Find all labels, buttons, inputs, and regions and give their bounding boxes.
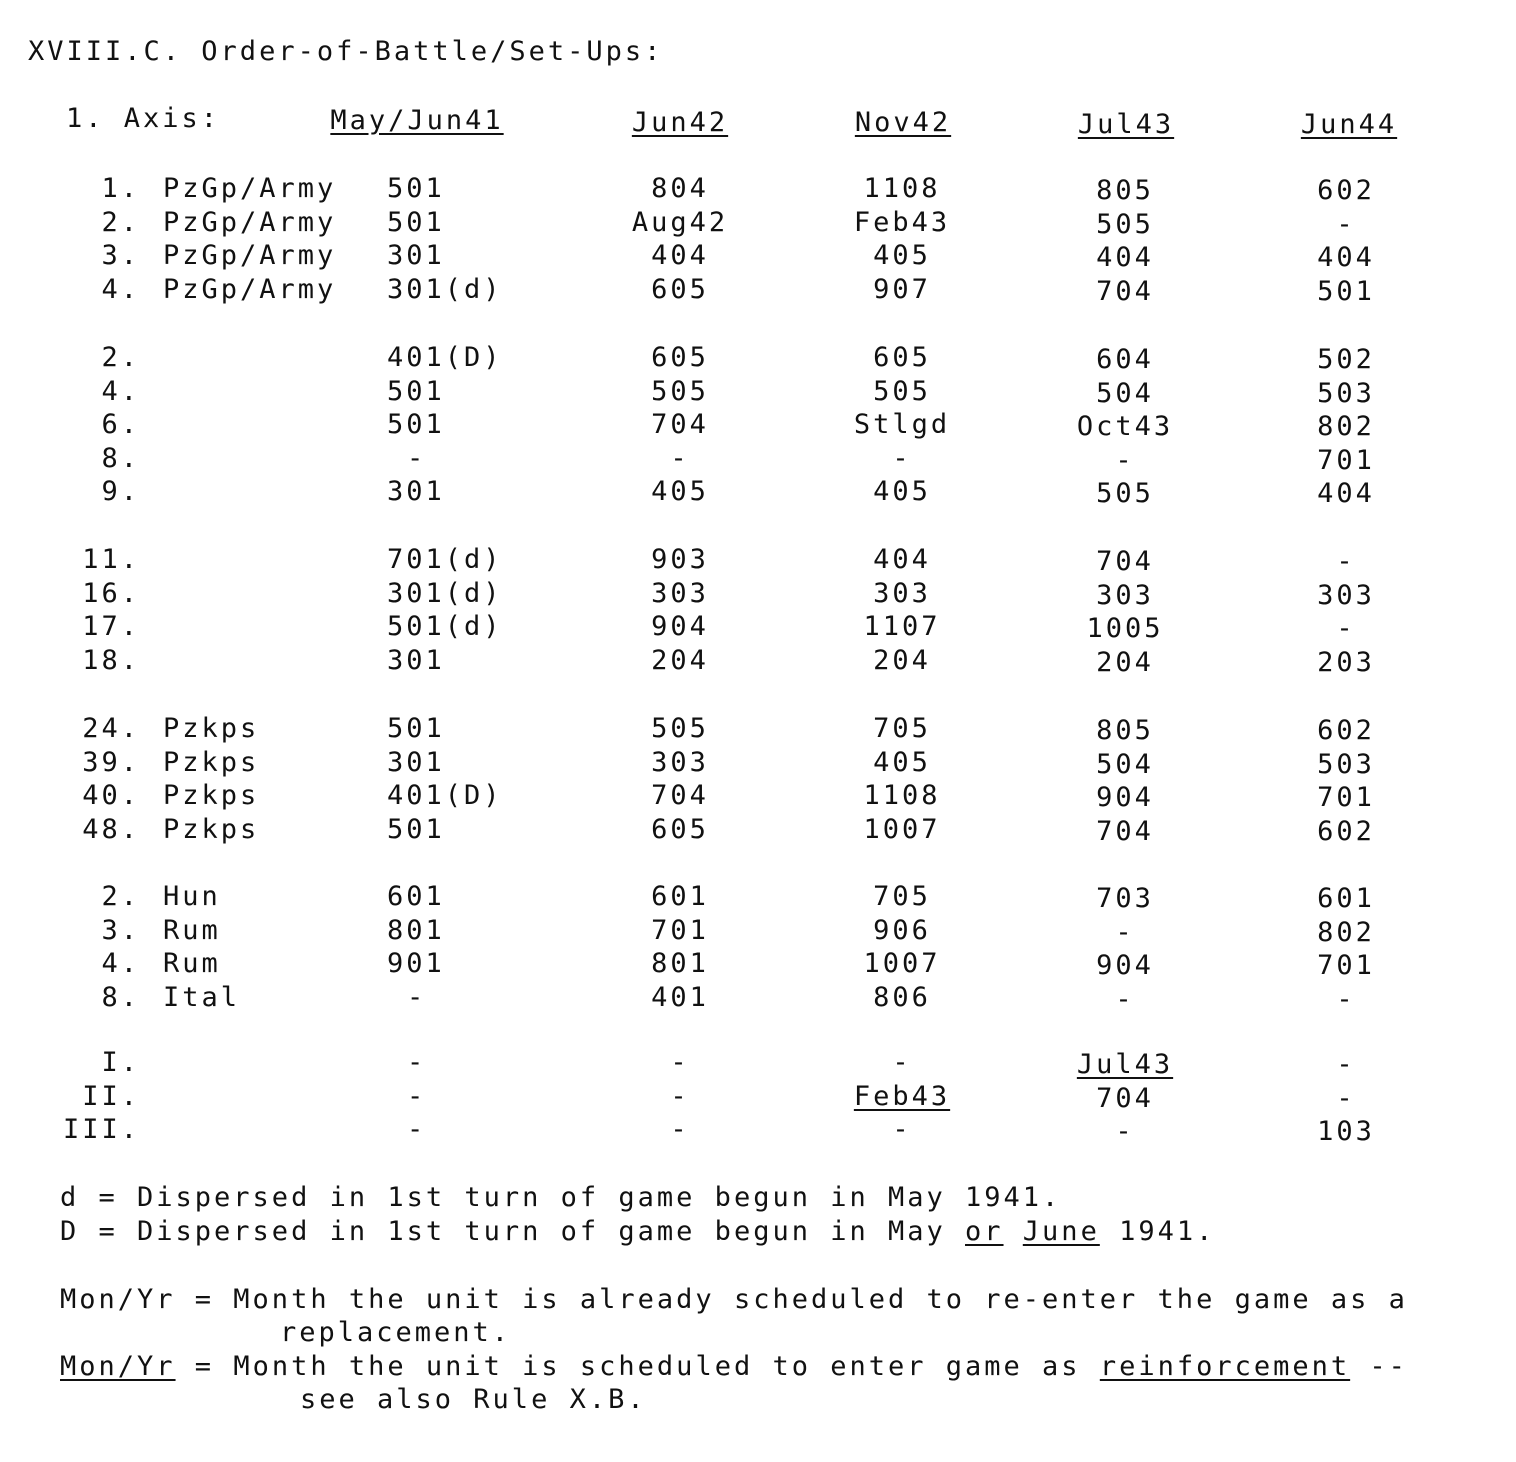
table-cell: 904 — [1096, 950, 1154, 981]
table-cell: 204 — [873, 645, 931, 676]
table-cell: - — [1115, 917, 1135, 948]
table-cell: - — [670, 1114, 690, 1145]
unit-number: 4. — [101, 948, 140, 979]
legend-reinforcement — [60, 1352, 1408, 1382]
table-cell: 801 — [387, 915, 445, 946]
unit-name: Rum — [163, 915, 221, 946]
table-cell: 704 — [1096, 816, 1154, 847]
unit-number: 4. — [101, 274, 140, 305]
legend-monyr-underlined: Mon/Yr — [60, 1351, 176, 1382]
table-cell: 505 — [1096, 209, 1154, 240]
unit-number: 2. — [101, 342, 140, 373]
unit-number: 16. — [82, 578, 140, 609]
table-cell: - — [1115, 1116, 1135, 1147]
table-cell: 704 — [651, 409, 709, 440]
table-cell: 703 — [1096, 883, 1154, 914]
table-cell: 504 — [1096, 378, 1154, 409]
table-cell: 503 — [1317, 378, 1375, 409]
table-cell: 401(D) — [387, 342, 503, 373]
table-cell: - — [407, 1114, 427, 1145]
table-cell: 405 — [873, 747, 931, 778]
table-cell: 805 — [1096, 175, 1154, 206]
unit-number: II. — [82, 1081, 140, 1112]
unit-number: 1. — [101, 173, 140, 204]
unit-name: Rum — [163, 948, 221, 979]
table-cell: 903 — [651, 544, 709, 575]
unit-name: PzGp/Army — [163, 207, 337, 238]
table-cell: 601 — [387, 881, 445, 912]
unit-number: 17. — [82, 611, 140, 642]
table-cell: 301 — [387, 645, 445, 676]
unit-number: 8. — [101, 982, 140, 1013]
table-cell: 505 — [1096, 478, 1154, 509]
table-cell: - — [1336, 209, 1356, 240]
table-cell: 504 — [1096, 749, 1154, 780]
table-cell: 303 — [1317, 580, 1375, 611]
unit-name: PzGp/Army — [163, 173, 337, 204]
table-cell: 805 — [1096, 715, 1154, 746]
table-cell: 1007 — [863, 948, 941, 979]
table-cell: - — [1336, 546, 1356, 577]
table-cell: 203 — [1317, 647, 1375, 678]
col-header: Jun44 — [1300, 109, 1398, 140]
table-cell: 904 — [1096, 782, 1154, 813]
table-cell: 802 — [1317, 411, 1375, 442]
table-cell: 704 — [1096, 1083, 1154, 1114]
table-cell: Oct43 — [1076, 411, 1174, 442]
col-header: Jul43 — [1077, 109, 1175, 140]
table-cell: - — [892, 443, 912, 474]
col-header: May/Jun41 — [330, 105, 504, 136]
table-cell: - — [1336, 613, 1356, 644]
table-cell: Jul43 — [1076, 1049, 1174, 1080]
col-header: Nov42 — [854, 107, 952, 138]
table-cell: 301(d) — [387, 578, 503, 609]
table-cell: 701(d) — [387, 544, 503, 575]
table-cell: 605 — [873, 342, 931, 373]
table-cell: 301(d) — [387, 274, 503, 305]
table-cell: 701 — [651, 915, 709, 946]
table-cell: 501 — [1317, 276, 1375, 307]
table-cell: 502 — [1317, 344, 1375, 375]
legend-reinf-text: = Month the unit is scheduled to enter game as — [175, 1351, 1100, 1382]
table-cell: 404 — [1096, 242, 1154, 273]
unit-number: 4. — [101, 376, 140, 407]
unit-name: Pzkps — [163, 814, 260, 845]
table-cell: 405 — [651, 476, 709, 507]
table-cell: - — [892, 1114, 912, 1145]
table-cell: 907 — [873, 274, 931, 305]
unit-name: Pzkps — [163, 780, 260, 811]
table-cell: - — [407, 1047, 427, 1078]
table-cell: 602 — [1317, 816, 1375, 847]
table-cell: - — [407, 443, 427, 474]
table-cell: Stlgd — [853, 409, 951, 440]
unit-number: III. — [62, 1114, 140, 1145]
table-cell: - — [1115, 984, 1135, 1015]
unit-number: 3. — [101, 240, 140, 271]
table-cell: 501 — [387, 173, 445, 204]
unit-number: 8. — [101, 443, 140, 474]
table-cell: 701 — [1317, 950, 1375, 981]
table-cell: 705 — [873, 713, 931, 744]
table-cell: 605 — [651, 342, 709, 373]
table-cell: 1005 — [1086, 613, 1164, 644]
unit-number: 9. — [101, 476, 140, 507]
table-cell: 601 — [1317, 883, 1375, 914]
table-cell: 404 — [1317, 478, 1375, 509]
table-cell: 503 — [1317, 749, 1375, 780]
unit-number: 40. — [82, 780, 140, 811]
legend-replacement: Mon/Yr = Month the unit is already scheduled to re-enter the game as a — [60, 1284, 1408, 1315]
table-cell: 501 — [387, 814, 445, 845]
table-cell: 806 — [873, 982, 931, 1013]
unit-name: PzGp/Army — [163, 240, 337, 271]
table-cell: 602 — [1317, 175, 1375, 206]
table-cell: 505 — [651, 713, 709, 744]
table-cell: 404 — [651, 240, 709, 271]
legend-reinforcement-cont: see also Rule X.B. — [300, 1384, 647, 1415]
table-cell: 605 — [651, 814, 709, 845]
legend-replacement-cont: replacement. — [280, 1317, 512, 1348]
legend-D-or: or — [965, 1216, 1004, 1247]
table-cell: 701 — [1317, 782, 1375, 813]
table-cell: 501 — [387, 713, 445, 744]
table-cell: - — [407, 982, 427, 1013]
legend-reinf-tail: -- — [1350, 1351, 1408, 1382]
table-cell: 303 — [873, 578, 931, 609]
unit-name: Ital — [163, 982, 241, 1013]
table-cell: - — [892, 1047, 912, 1078]
table-cell: 505 — [651, 376, 709, 407]
table-cell: - — [1336, 984, 1356, 1015]
table-cell: 103 — [1317, 1116, 1375, 1147]
table-cell: 601 — [651, 881, 709, 912]
table-cell: 901 — [387, 948, 445, 979]
table-cell: 404 — [873, 544, 931, 575]
table-cell: 401(D) — [387, 780, 503, 811]
unit-number: 6. — [101, 409, 140, 440]
table-cell: - — [1336, 1083, 1356, 1114]
legend-D — [60, 1217, 1215, 1247]
table-cell: 704 — [651, 780, 709, 811]
table-cell: - — [670, 1081, 690, 1112]
unit-name: Pzkps — [163, 747, 260, 778]
table-cell: 605 — [651, 274, 709, 305]
table-cell: 604 — [1096, 344, 1154, 375]
unit-number: 24. — [82, 713, 140, 744]
table-cell: - — [1115, 445, 1135, 476]
unit-name: Pzkps — [163, 713, 260, 744]
legend-D-tail: 1941. — [1099, 1216, 1216, 1247]
table-cell: 501 — [387, 409, 445, 440]
unit-number: 3. — [101, 915, 140, 946]
table-cell: 704 — [1096, 546, 1154, 577]
table-cell: 505 — [873, 376, 931, 407]
unit-name: Hun — [163, 881, 221, 912]
table-cell: - — [670, 1047, 690, 1078]
table-cell: Aug42 — [631, 207, 729, 238]
table-cell: 705 — [873, 881, 931, 912]
unit-number: 2. — [101, 881, 140, 912]
unit-number: 48. — [82, 814, 140, 845]
table-cell: 301 — [387, 476, 445, 507]
table-cell: 501(d) — [387, 611, 503, 642]
table-cell: 404 — [1317, 242, 1375, 273]
legend-reinf-word: reinforcement — [1099, 1351, 1351, 1382]
table-cell: 303 — [651, 578, 709, 609]
section-label: 1. Axis: — [66, 103, 221, 134]
table-cell: 701 — [1317, 445, 1375, 476]
table-cell: 405 — [873, 476, 931, 507]
table-cell: 303 — [1096, 580, 1154, 611]
legend-D-space — [1004, 1216, 1023, 1247]
table-cell: 1007 — [863, 814, 941, 845]
unit-number: 11. — [82, 544, 140, 575]
unit-number: 18. — [82, 645, 140, 676]
table-cell: 704 — [1096, 276, 1154, 307]
table-cell: Feb43 — [853, 207, 951, 238]
table-cell: 1107 — [863, 611, 941, 642]
unit-name: PzGp/Army — [163, 274, 337, 305]
table-cell: 906 — [873, 915, 931, 946]
table-cell: 1108 — [863, 780, 941, 811]
table-cell: - — [1336, 1049, 1356, 1080]
unit-number: 39. — [82, 747, 140, 778]
table-cell: 804 — [651, 173, 709, 204]
table-cell: 401 — [651, 982, 709, 1013]
table-cell: 301 — [387, 747, 445, 778]
table-cell: 904 — [651, 611, 709, 642]
page-title: XVIII.C. Order-of-Battle/Set-Ups: — [28, 36, 664, 67]
table-cell: 204 — [651, 645, 709, 676]
legend-D-text: D = Dispersed in 1st turn of game begun in May — [60, 1216, 966, 1247]
table-cell: - — [670, 443, 690, 474]
table-cell: 602 — [1317, 715, 1375, 746]
table-cell: 801 — [651, 948, 709, 979]
table-cell: - — [407, 1081, 427, 1112]
unit-number: I. — [101, 1047, 140, 1078]
legend-d: d = Dispersed in 1st turn of game begun in May 1941. — [60, 1182, 1062, 1213]
table-cell: 303 — [651, 747, 709, 778]
table-cell: 1108 — [863, 173, 941, 204]
table-cell: 802 — [1317, 917, 1375, 948]
legend-D-june: June — [1022, 1216, 1100, 1247]
table-cell: 301 — [387, 240, 445, 271]
table-cell: 204 — [1096, 647, 1154, 678]
table-cell: 405 — [873, 240, 931, 271]
table-cell: 501 — [387, 376, 445, 407]
unit-number: 2. — [101, 207, 140, 238]
table-cell: 501 — [387, 207, 445, 238]
col-header: Jun42 — [631, 107, 729, 138]
table-cell: Feb43 — [853, 1081, 951, 1112]
